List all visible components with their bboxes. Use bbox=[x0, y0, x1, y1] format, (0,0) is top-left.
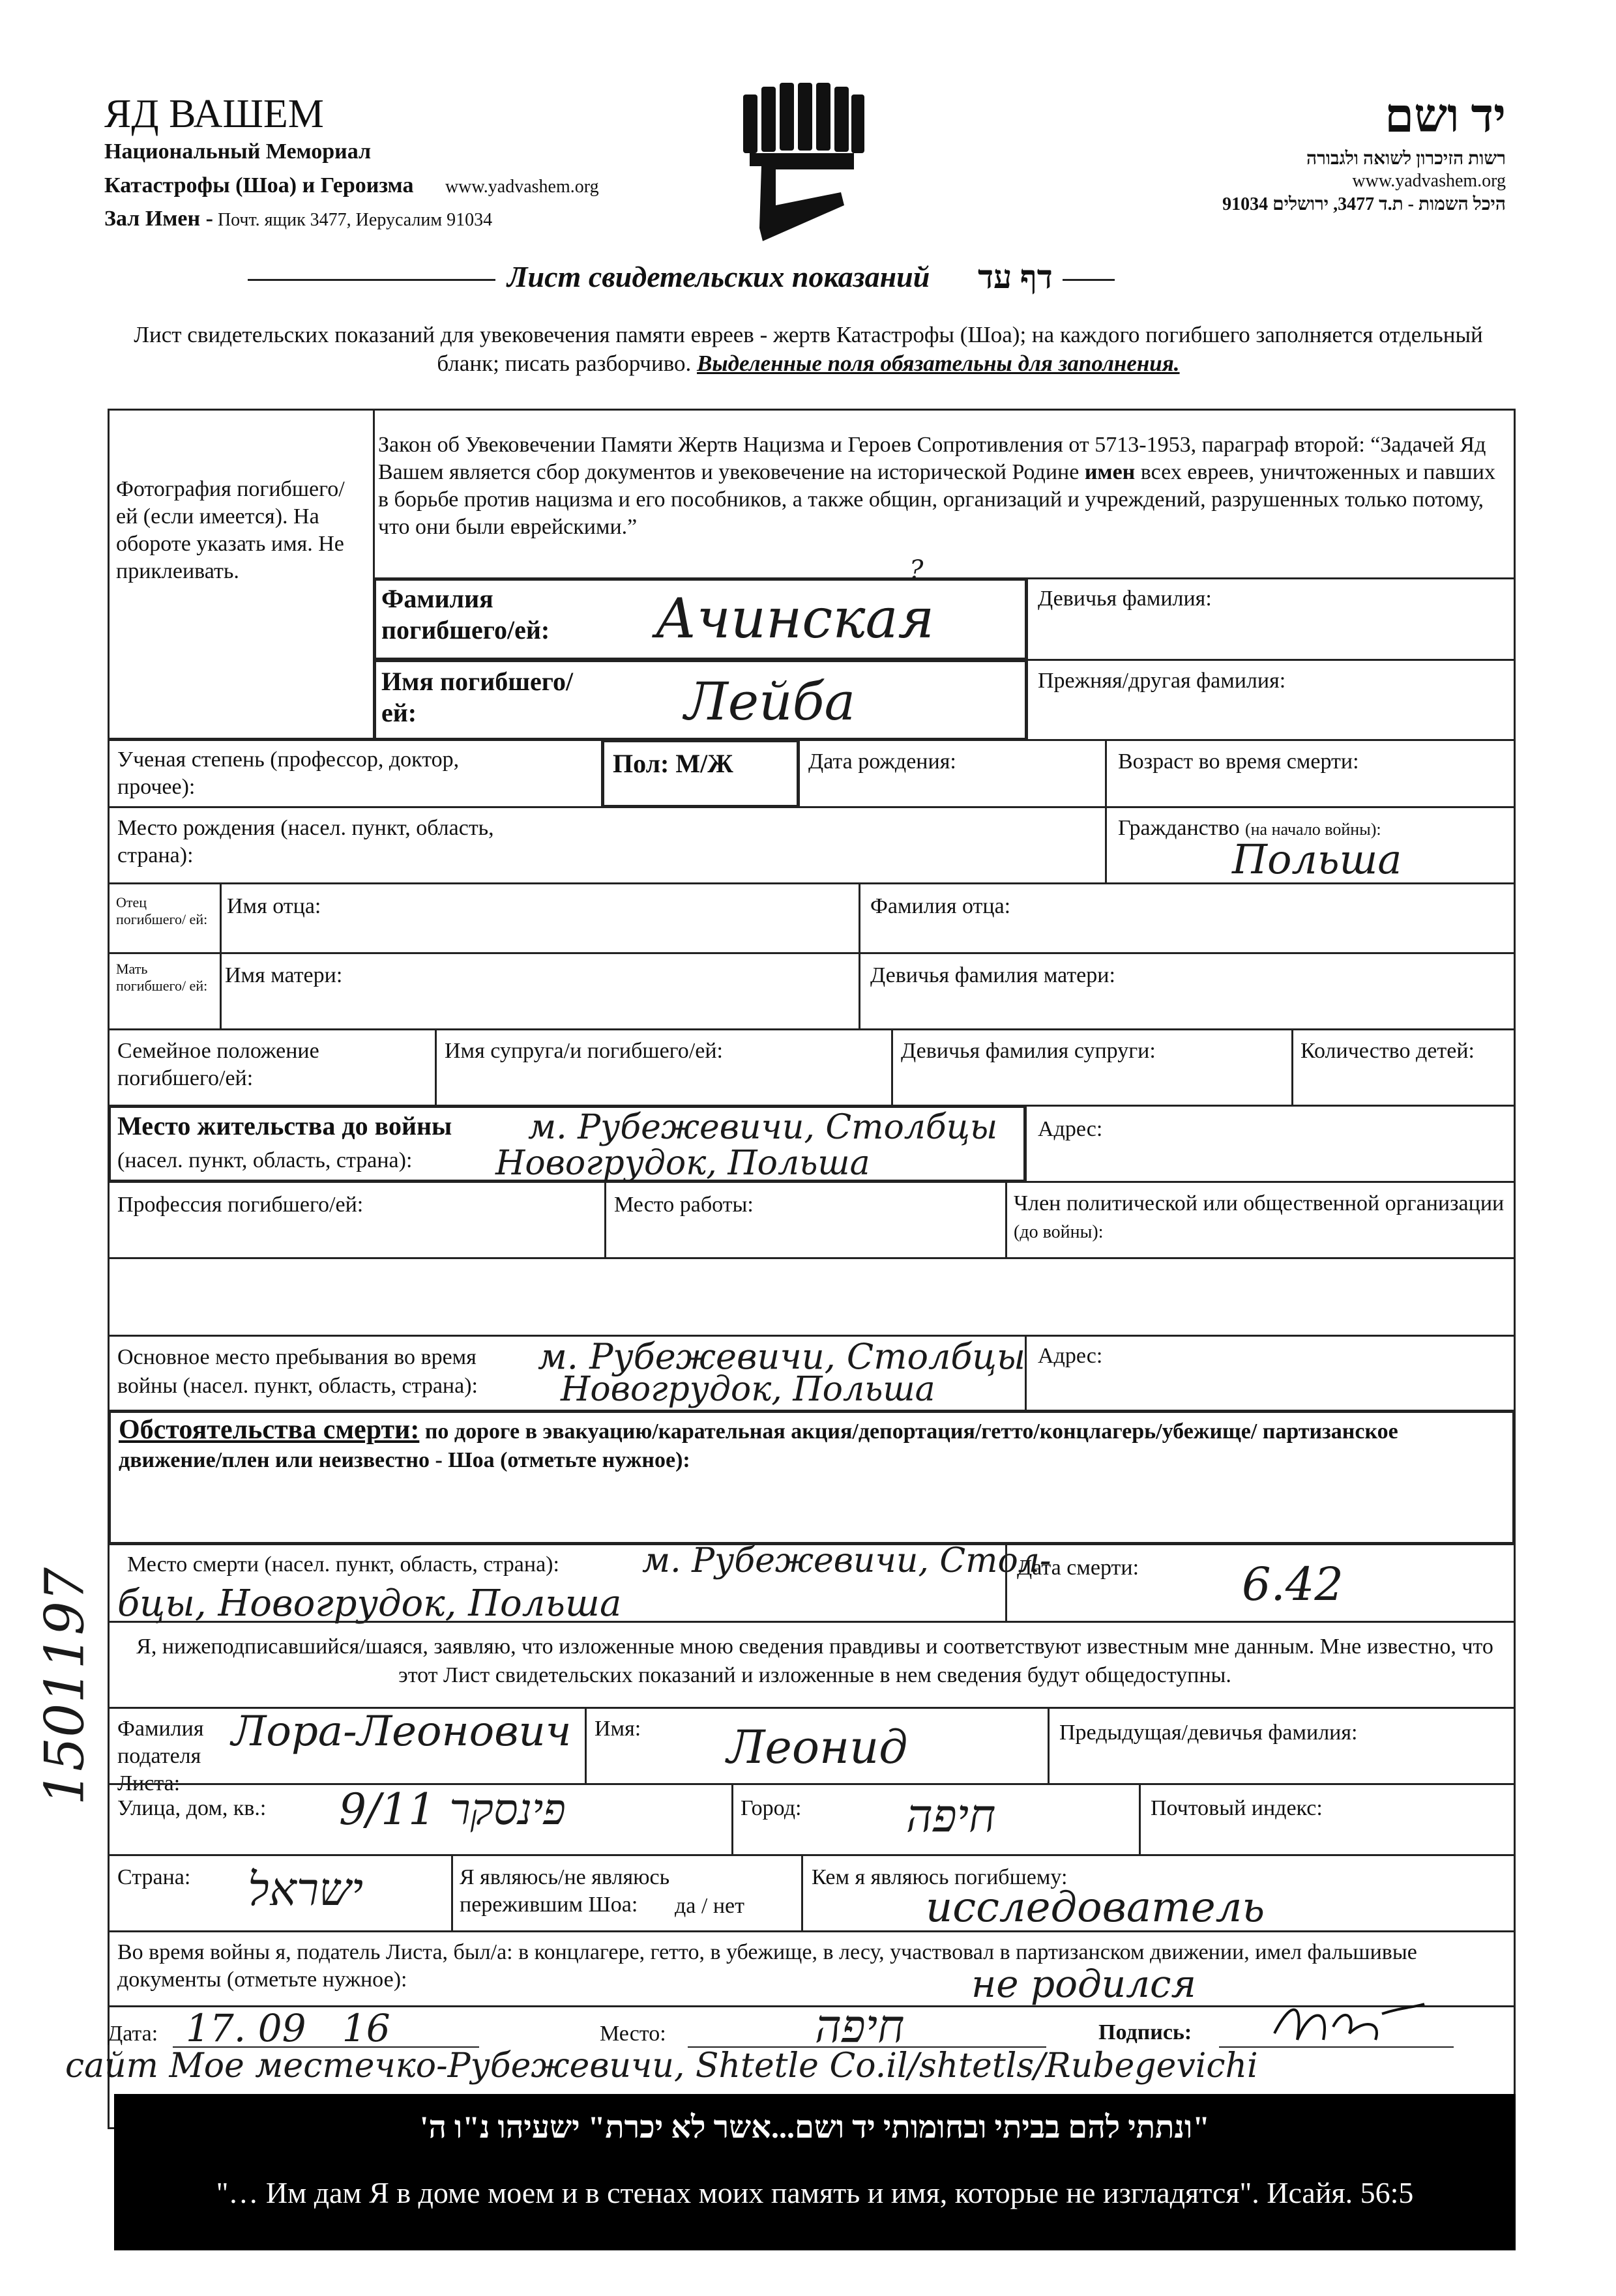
submitter-surname-label: Фамилия подателя Листа: bbox=[117, 1717, 204, 1795]
age-label: Возраст во время смерти: bbox=[1118, 749, 1359, 774]
date-value: 17. 09 16 bbox=[186, 2006, 390, 2050]
residence-sub: (насел. пункт, область, страна): bbox=[117, 1148, 413, 1172]
law-text-before: Закон об Увековечении Памяти Жертв Нацизма и Героев Сопротивления от 5713-1953, параграф второй: “Задачей Яд Вашем является сбор документов и увековечение на исторической Родине bbox=[378, 433, 1486, 484]
father-surname-label: Фамилия отца: bbox=[870, 894, 1011, 918]
hall-of-names: Зал Имен - bbox=[104, 207, 213, 231]
member-note: (до войны): bbox=[1014, 1222, 1104, 1242]
marital-label: Семейное положение погибшего/ей: bbox=[117, 1039, 319, 1090]
header-left bbox=[104, 91, 756, 233]
title-rule-left bbox=[248, 279, 495, 281]
intro-text bbox=[130, 321, 1486, 378]
citizenship-note: (на начало войны): bbox=[1244, 820, 1381, 839]
wartime-label: Основное место пребывания во время bbox=[117, 1345, 477, 1369]
zip-label: Почтовый индекс: bbox=[1151, 1796, 1323, 1820]
circumstances-text: по дороге в эвакуацию/карательная акция/депортация/гетто/концлагерь/убежище/ партизанское движение/плен или неизвестно - Шоа (отметьте нужное): bbox=[119, 1419, 1398, 1472]
mother-maiden-label: Девичья фамилия матери: bbox=[870, 963, 1115, 987]
law-text-after: всех евреев, уничтоженных и павших в борьбе против нацизма и его пособников, а также общин, организаций и учреждений, разрушенных только потому, что они были еврейскими.” bbox=[378, 460, 1495, 539]
po-box: Почт. ящик 3477, Иерусалим 91034 bbox=[213, 210, 493, 230]
spouse-name-label: Имя супруга/и погибшего/ей: bbox=[445, 1039, 723, 1063]
surname-label: Фамилия погибшего/ей: bbox=[381, 584, 550, 645]
survivor-label: Я являюсь/не являюсь пережившим Шоа: bbox=[460, 1865, 670, 1917]
residence-label: Место жительства до войны bbox=[117, 1111, 452, 1141]
law-text bbox=[378, 431, 1506, 541]
survivor-options[interactable]: да / нет bbox=[675, 1894, 744, 1918]
sex-label: Пол: М/Ж bbox=[613, 749, 733, 778]
blank-row[interactable] bbox=[108, 1257, 1516, 1337]
residence-value2: Новогрудок, Польша bbox=[495, 1144, 870, 1183]
place-value: חיפה bbox=[815, 1999, 905, 2053]
submitter-name-value: Леонид bbox=[727, 1721, 908, 1774]
street-label: Улица, дом, кв.: bbox=[117, 1796, 267, 1820]
signature-mark bbox=[1271, 1994, 1428, 2053]
deathdate-value: 6.42 bbox=[1242, 1558, 1344, 1611]
citizenship-value: Польша bbox=[1232, 836, 1402, 883]
deathdate-label: Дата смерти: bbox=[1017, 1556, 1139, 1580]
workplace-label: Место работы: bbox=[614, 1193, 754, 1217]
submitter-name-label: Имя: bbox=[595, 1717, 641, 1741]
citizenship-label: Гражданство bbox=[1118, 816, 1240, 840]
title-rule-right bbox=[1063, 279, 1115, 281]
wartime-value2: Новогрудок, Польша bbox=[561, 1370, 935, 1409]
residence-value1: м. Рубежевичи, Столбцы bbox=[528, 1108, 998, 1147]
othername-label: Прежняя/другая фамилия: bbox=[1038, 669, 1286, 693]
header-right bbox=[1076, 85, 1506, 218]
place-label: Место: bbox=[600, 2022, 666, 2046]
deathplace-value1: м. Рубежевичи, Стол- bbox=[642, 1541, 1051, 1580]
circumstances-wrap bbox=[119, 1416, 1501, 1475]
wartime-sub: войны (насел. пункт, область, страна): bbox=[117, 1374, 478, 1398]
law-bold: имен bbox=[1084, 460, 1136, 484]
submitter-prev-label: Предыдущая/девичья фамилия: bbox=[1059, 1721, 1358, 1745]
wartime-a-value: не родился bbox=[971, 1962, 1196, 2006]
deathplace-label: Место смерти (насел. пункт, область, страна): bbox=[127, 1552, 559, 1577]
city-label: Город: bbox=[741, 1796, 802, 1820]
wartime-address-label: Адрес: bbox=[1038, 1344, 1103, 1368]
org-line3-wrap bbox=[104, 206, 756, 233]
firstname-value: Лейба bbox=[684, 671, 856, 732]
form-title: Лист свидетельских показаний bbox=[507, 260, 930, 293]
site-note: сайт Мое местечко-Рубежевичи, Shtetle Co.il/shtetls/Rubegevichi bbox=[65, 2046, 1258, 2085]
org-url-right: www.yadvashem.org bbox=[1352, 171, 1506, 191]
org-line1-he: רשות הזיכרון לשואה ולגבורה bbox=[1306, 149, 1506, 169]
submitter-surname-value: Лора-Леонович bbox=[231, 1707, 572, 1756]
surname-question-mark: ? bbox=[909, 555, 924, 585]
side-number: 1501197 bbox=[34, 1567, 96, 1806]
city-value: חיפה bbox=[906, 1789, 996, 1842]
street-value: 9/11 פינסקר bbox=[339, 1784, 566, 1835]
org-line1: Национальный Мемориал bbox=[104, 139, 372, 164]
footer-russian: "… Им дам Я в доме моем и в стенах моих память и имя, которые не изгладятся". Исайя. 56:5 bbox=[216, 2176, 1414, 2209]
country-value: ישראל bbox=[248, 1863, 364, 1916]
maiden-label: Девичья фамилия: bbox=[1038, 587, 1212, 611]
spouse-maiden-label: Девичья фамилия супруги: bbox=[901, 1039, 1156, 1063]
org-line2: Катастрофы (Шоа) и Героизма bbox=[104, 173, 414, 197]
birthplace-label: Место рождения (насел. пункт, область, страна): bbox=[117, 816, 494, 867]
wartime-value1: м. Рубежевичи, Столбцы bbox=[538, 1336, 1025, 1377]
signature-label: Подпись: bbox=[1098, 2020, 1192, 2044]
children-label: Количество детей: bbox=[1300, 1039, 1475, 1063]
declaration-text: Я, нижеподписавшийся/шаяся, заявляю, что изложенные мною сведения правдивы и соответствуют известным мне данным. Мне известно, что этот Лист свидетельских показаний и изложенные в нем сведения будут общедоступны. bbox=[136, 1635, 1493, 1687]
footer-hebrew: "ונתתי להם בביתי ובחומותי יד ושם...אשר לא יכרת" ישעיהו נ"ו ה' bbox=[420, 2110, 1210, 2145]
relation-label: Кем я являюсь погибшему: bbox=[812, 1865, 1068, 1889]
circumstances-label: Обстоятельства смерти: bbox=[119, 1415, 420, 1445]
mother-name-label: Имя матери: bbox=[225, 963, 343, 987]
profession-label: Профессия погибшего/ей: bbox=[117, 1193, 364, 1217]
yad-vashem-logo bbox=[737, 81, 867, 251]
org-url-left: www.yadvashem.org bbox=[445, 177, 599, 197]
org-title-ru: ЯД ВАШЕМ bbox=[104, 92, 324, 136]
dob-label: Дата рождения: bbox=[808, 749, 956, 774]
intro-emphasis: Выделенные поля обязательны для заполнения. bbox=[697, 351, 1180, 376]
intro-main: Лист свидетельских показаний для увековечения памяти евреев - жертв Катастрофы (Шоа); на каждого погибшего заполняется отдельный бланк; писать разборчиво. bbox=[134, 322, 1483, 376]
degree-label: Ученая степень (профессор, доктор, прочее): bbox=[117, 748, 460, 799]
photo-instructions: Фотография погибшего/ей (если имеется). На обороте указать имя. Не приклеивать. bbox=[116, 477, 345, 583]
father-name-label: Имя отца: bbox=[227, 894, 321, 918]
deathplace-value2: бцы, Новогрудок, Польша bbox=[117, 1582, 622, 1625]
footer-banner bbox=[114, 2094, 1516, 2250]
org-line2-wrap bbox=[104, 167, 756, 206]
member-label: Член политической или общественной организации bbox=[1014, 1191, 1505, 1215]
father-label: Отец погибшего/ ей: bbox=[116, 894, 208, 927]
relation-value: исследователь bbox=[926, 1883, 1265, 1932]
form-title-he: דף עד bbox=[978, 259, 1053, 295]
surname-value: Ачинская bbox=[655, 587, 935, 650]
wartime-q-text: Во время войны я, податель Листа, был/а: в концлагере, гетто, в убежище, в лесу, участвовал в партизанском движении, имел фальшивые документы (отметьте нужное): bbox=[117, 1940, 1417, 1992]
org-line3-he: היכל השמות - ת.ד 3477, ירושלים 91034 bbox=[1222, 194, 1506, 214]
country-label: Страна: bbox=[117, 1865, 191, 1889]
date-label: Дата: bbox=[108, 2022, 158, 2046]
member-wrap bbox=[1014, 1190, 1509, 1246]
firstname-label: Имя погибшего/ей: bbox=[381, 667, 574, 727]
mother-label: Мать погибшего/ ей: bbox=[116, 961, 208, 994]
org-title-he: יד ושם bbox=[1385, 90, 1506, 142]
residence-address-label: Адрес: bbox=[1038, 1117, 1103, 1141]
